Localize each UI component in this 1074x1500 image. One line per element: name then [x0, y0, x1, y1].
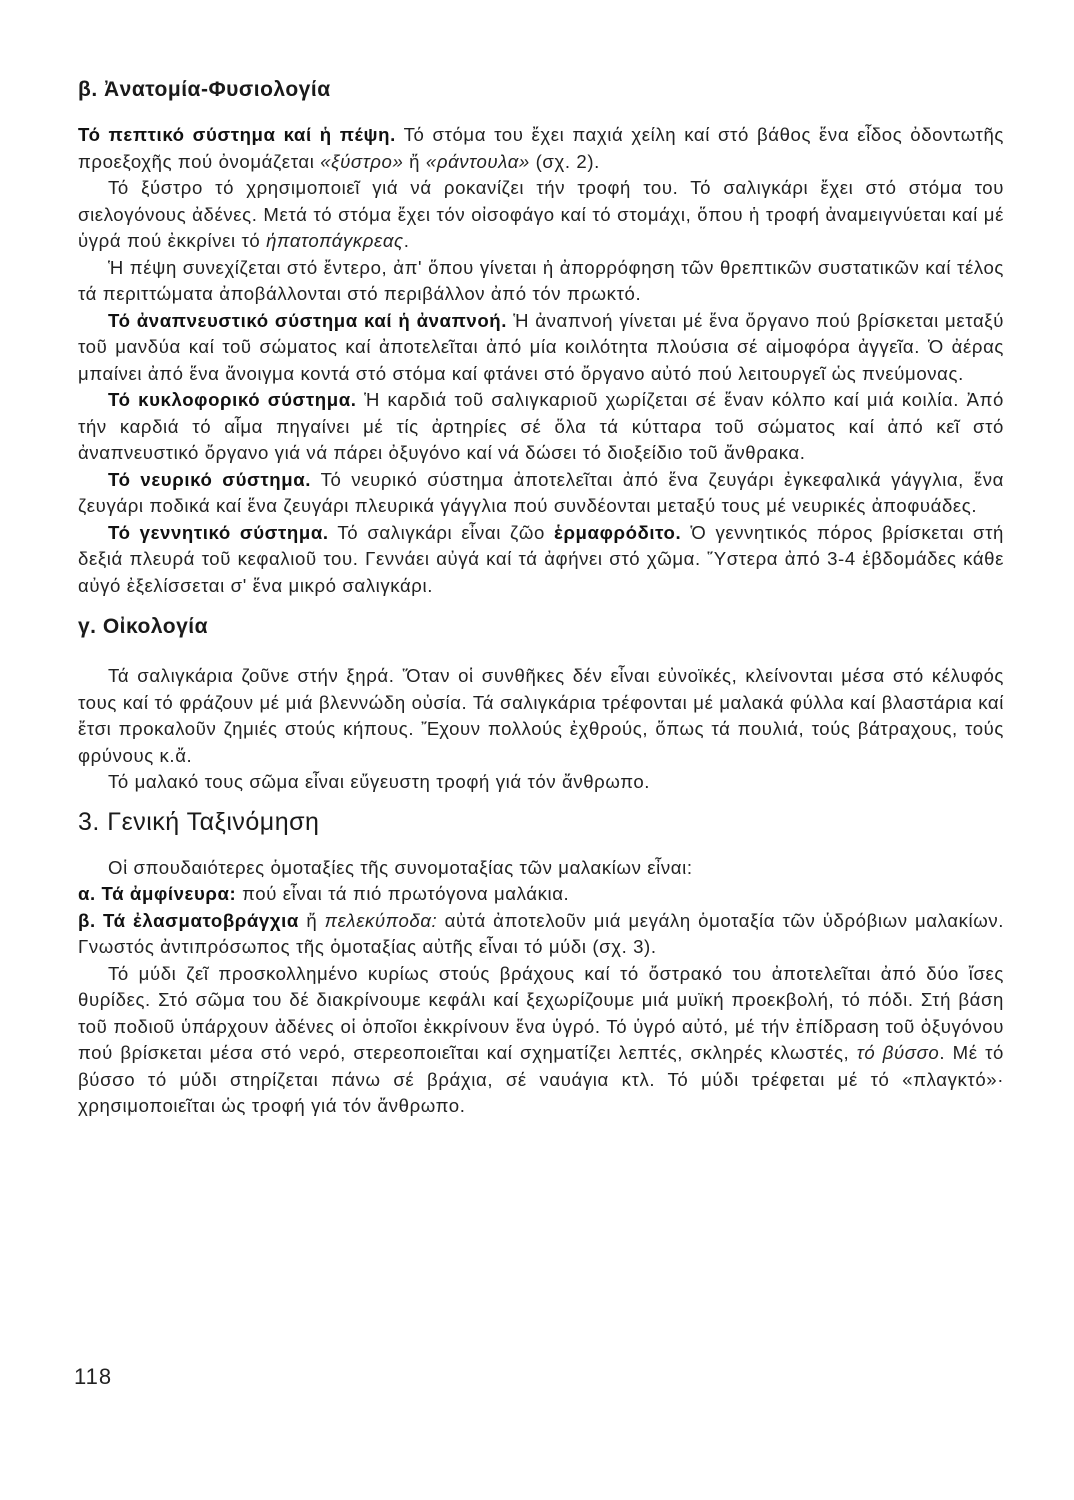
paragraph-class-a — [78, 881, 1004, 908]
text-mussel-a: Τό μύδι ζεῖ προσκολλημένο κυρίως στούς βράχους καί τό ὄστρακό του ἀποτελεῖται ἀπό δύο ἴσες θυρίδες. Στό σῶμα του δέ διακρίνουμε κεφάλι καί ξεχωρίζουμε μιά μυϊκή προεκβολή, τό πόδι. Στή βάση τοῦ ποδιοῦ ὑπάρχουν ἀδένες οἱ ὁποῖοι ἐκκρίνουν ἕνα ὑγρό. Τό ὑγρό αὐτό, μέ τήν ἐπίδραση τοῦ ὀξυγόνου πού βρίσκεται μέσα στό νερό, στερεοποιεῖται καί σχηματίζει λεπτές, σκληρές κλωστές, — [78, 962, 1004, 1063]
text-circulation: Ἡ καρδιά τοῦ σαλιγκαριοῦ χωρίζεται σέ ἕναν κόλπο καί μιά κοιλία. Ἀπό τήν καρδιά τό αἷμα πηγαίνει μέ τίς ἀρτηρίες σέ ὅλα τά κύτταρα τοῦ σώματος καί ἀπό κεῖ στό ἀναπνευστικό ὄργανο γιά νά πάρει ὀξυγόνο καί νά δώσει τό διοξείδιο τοῦ ἄνθρακα. — [78, 389, 1004, 463]
page-content — [78, 78, 1004, 1120]
paragraph-nervous — [78, 467, 1004, 520]
text-digestion-2a: Τό ξύστρο τό χρησιμοποιεῖ γιά νά ροκανίζει τήν τροφή του. Τό σαλιγκάρι ἔχει στό στόμα του σιελογόνους ἀδένες. Μετά τό στόμα ἔχει τόν οἰσοφάγο καί τό στομάχι, ὅπου ἡ τροφή ἀναμειγνύεται καί μέ ὑγρά πού ἐκκρίνει τό — [78, 177, 1004, 251]
heading-digestion: Τό πεπτικό σύστημα καί ἡ πέψη. — [78, 124, 396, 145]
text-mussel-b: . Μέ τό βύσσο τό μύδι στηρίζεται πάνω σέ βράχια, σέ ναυάγια κτλ. Τό μύδι τρέφεται μέ τό «πλαγκτό»· χρησιμοποιεῖται ὡς τροφή γιά τόν ἄνθρωπο. — [78, 1042, 1004, 1116]
term-rantoula: «ράντουλα» — [425, 150, 530, 172]
text-digestion-1b: (σχ. 2). — [529, 150, 600, 172]
section-title-ecology: γ. Οἰκολογία — [78, 615, 209, 638]
paragraph-classification-intro: Οἱ σπουδαιότερες ὁμοταξίες τῆς συνομοταξίας τῶν μαλακίων εἶναι: — [108, 856, 693, 878]
text-class-a: πού εἶναι τά πιό πρωτόγονα μαλάκια. — [236, 883, 570, 904]
section-title-classification: 3. Γενική Ταξινόμηση — [78, 807, 320, 836]
paragraph-class-b — [78, 908, 1004, 961]
paragraph-mussel — [78, 961, 1004, 1120]
paragraph-circulation — [78, 387, 1004, 467]
text-nervous: Τό νευρικό σύστημα ἀποτελεῖται ἀπό ἕνα ζευγάρι ἐγκεφαλικά γάγγλια, ἕνα ζευγάρι ποδικά καί ἕνα ζευγάρι πλευρικά γάγγλια πού συνδέονται μεταξύ τους μέ νευρικές ἀποφυάδες. — [78, 468, 1004, 516]
heading-circulation: Τό κυκλοφορικό σύστημα. — [108, 389, 357, 410]
text-or: ἤ — [403, 150, 426, 172]
paragraph-digestion — [78, 122, 1004, 175]
term-byssus: τό βύσσο — [856, 1042, 940, 1063]
text-respiration: Ἡ ἀναπνοή γίνεται μέ ἕνα ὄργανο πού βρίσκεται μεταξύ τοῦ μανδύα καί τοῦ σώματος καί ἀποτελεῖται ἀπό μία κοιλότητα πλούσια σέ αἱμοφόρα ἀγγεῖα. Ὁ ἀέρας μπαίνει ἀπό ἕνα ἄνοιγμα κοντά στό στόμα καί φτάνει στό ὄργανο αὐτό πού λειτουργεῖ ὡς πνεύμονας. — [78, 309, 1004, 384]
paragraph-respiration — [78, 308, 1004, 388]
heading-nervous: Τό νευρικό σύστημα. — [108, 468, 311, 490]
paragraph-digestion-2 — [78, 175, 1004, 255]
section-title-anatomy: β. Ἀνατομία-Φυσιολογία — [78, 78, 331, 101]
paragraph-ecology-1: Τά σαλιγκάρια ζοῦνε στήν ξηρά. Ὅταν οἱ συνθῆκες δέν εἶναι εὐνοϊκές, κλείνονται μέσα στό κέλυφός τους καί τό φράζουν μέ μιά βλεννώδη οὐσία. Τά σαλιγκάρια τρέφονται μέ μαλακά φύλλα καί βλαστάρια καί ἔτσι προκαλοῦν ζημιές στούς κήπους. Ἔχουν πολλούς ἐχθρούς, ὅπως τά πουλιά, τούς βάτραχους, τούς φρύνους κ.ἄ. — [78, 665, 1004, 766]
text-digestion-2b: . — [403, 230, 410, 251]
paragraph-digestion-3: Ἡ πέψη συνεχίζεται στό ἔντερο, ἀπ' ὅπου γίνεται ἡ ἀπορρόφηση τῶν θρεπτικῶν συστατικῶν καί τέλος τά περιττώματα ἀποβάλλονται στό περιβάλλον ἀπό τόν πρωκτό. — [78, 256, 1004, 304]
label-class-b: β. Τά ἐλασματοβράγχια — [78, 909, 299, 931]
page-number: 118 — [74, 1364, 113, 1389]
text-reproductive-b: Ὁ γεννητικός πόρος βρίσκεται στή δεξιά πλευρά τοῦ κεφαλιοῦ του. Γεννάει αὐγά καί τά ἀφήνει στό χῶμα. Ὕστερα ἀπό 3-4 ἑβδομάδες κάθε αὐγό ἐξελίσσεται σ' ἕνα μικρό σαλιγκάρι. — [78, 521, 1004, 596]
heading-reproductive: Τό γεννητικό σύστημα. — [108, 521, 329, 543]
heading-respiration: Τό ἀναπνευστικό σύστημα καί ἡ ἀναπνοή. — [108, 309, 508, 331]
term-xystro: «ξύστρο» — [320, 150, 404, 172]
text-reproductive-a: Τό σαλιγκάρι εἶναι ζῶο — [328, 521, 555, 543]
term-pelecypoda: πελεκύποδα: — [324, 909, 438, 931]
text-class-b: αὐτά ἀποτελοῦν μιά μεγάλη ὁμοταξία τῶν ὑδρόβιων μαλακίων. Γνωστός ἀντιπρόσωπος τῆς ὁμοταξίας αὐτῆς εἶναι τό μύδι (σχ. 3). — [78, 909, 1004, 957]
paragraph-ecology-2: Τό μαλακό τους σῶμα εἶναι εὔγευστη τροφή γιά τόν ἄνθρωπο. — [108, 771, 651, 792]
paragraph-reproductive — [78, 520, 1004, 600]
label-class-a: α. Τά ἀμφίνευρα: — [78, 883, 237, 904]
text-digestion-1a: Τό στόμα του ἔχει παχιά χείλη καί στό βάθος ἕνα εἶδος ὀδοντωτῆς προεξοχῆς πού ὀνομάζεται — [78, 124, 1004, 172]
term-hermaphrodite: ἑρμαφρόδιτο. — [554, 521, 682, 543]
term-hepatopancreas: ἡπατοπάγκρεας — [266, 230, 404, 251]
text-class-b-or: ἤ — [298, 909, 325, 931]
